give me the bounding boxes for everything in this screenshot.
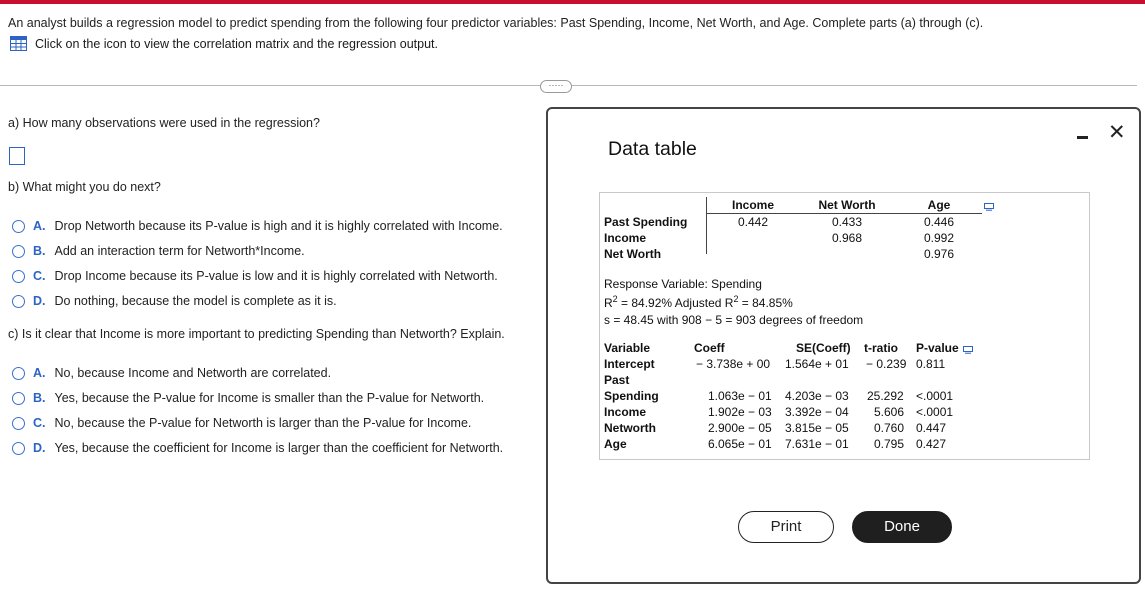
radio-button[interactable]	[12, 270, 25, 283]
corr-value: 0.968	[831, 231, 863, 245]
corr-row-label: Net Worth	[604, 247, 662, 261]
dialog-title: Data table	[608, 138, 697, 160]
corr-value: 0.992	[923, 231, 955, 245]
matrix-horizontal-rule	[706, 213, 982, 214]
reg-pvalue: 0.811	[916, 357, 946, 371]
corr-row-label: Past Spending	[604, 215, 688, 229]
copy-icon[interactable]	[963, 346, 973, 354]
reg-se: 7.631e − 01	[785, 437, 849, 451]
option-letter: B.	[33, 244, 46, 258]
reg-header-pvalue: P-value	[916, 341, 959, 355]
reg-se: 3.815e − 05	[785, 421, 849, 435]
reg-variable: Intercept	[604, 357, 655, 371]
observations-answer-input[interactable]	[9, 147, 25, 165]
reg-header-coeff: Coeff	[694, 341, 725, 355]
option-letter: C.	[33, 416, 46, 430]
corr-value: 0.976	[923, 247, 955, 261]
reg-variable: Past	[604, 373, 630, 387]
option-letter: B.	[33, 391, 46, 405]
option-text: Drop Networth because its P-value is high and it is highly correlated with Income.	[54, 219, 503, 233]
option-letter: C.	[33, 269, 46, 283]
option-text: Add an interaction term for Networth*Income.	[54, 244, 305, 258]
reg-tratio: 5.606	[874, 405, 905, 419]
option-b-a[interactable]	[12, 219, 503, 233]
radio-button[interactable]	[12, 392, 25, 405]
top-accent-bar	[0, 0, 1145, 4]
reg-coeff: 6.065e − 01	[708, 437, 772, 451]
corr-value: 0.433	[831, 215, 863, 229]
radio-button[interactable]	[12, 417, 25, 430]
question-b: b) What might you do next?	[8, 180, 161, 194]
corr-value: 0.446	[923, 215, 955, 229]
reg-se: 1.564e + 01	[785, 357, 849, 371]
option-text: Do nothing, because the model is complete as it is.	[54, 294, 337, 308]
std-error-line: s = 48.45 with 908 − 5 = 903 degrees of freedom	[604, 313, 864, 327]
option-b-d[interactable]	[12, 294, 337, 308]
reg-header-tratio: t-ratio	[864, 341, 898, 355]
reg-se: 3.392e − 04	[785, 405, 849, 419]
regression-output-panel	[599, 192, 1090, 460]
reg-tratio: − 0.239	[866, 357, 907, 371]
reg-tratio: 0.795	[874, 437, 905, 451]
reg-coeff: 1.063e − 01	[708, 389, 772, 403]
corr-col-income: Income	[731, 198, 774, 212]
option-text: Yes, because the P-value for Income is smaller than the P-value for Networth.	[54, 391, 485, 405]
done-button[interactable]: Done	[852, 511, 952, 543]
option-b-c[interactable]	[12, 269, 498, 283]
option-text: Yes, because the coefficient for Income is larger than the coefficient for Networth.	[54, 441, 504, 455]
corr-row-label: Income	[604, 231, 647, 245]
radio-button[interactable]	[12, 295, 25, 308]
option-c-b[interactable]	[12, 391, 484, 405]
data-table-link[interactable]	[10, 36, 438, 51]
corr-col-networth: Net Worth	[818, 198, 876, 212]
close-icon[interactable]: ✕	[1108, 121, 1126, 144]
radio-button[interactable]	[12, 367, 25, 380]
reg-header-variable: Variable	[604, 341, 651, 355]
option-text: Drop Income because its P-value is low and it is highly correlated with Networth.	[54, 269, 498, 283]
table-grid-icon[interactable]	[10, 36, 27, 51]
reg-pvalue: 0.447	[916, 421, 947, 435]
reg-variable: Income	[604, 405, 647, 419]
option-b-b[interactable]	[12, 244, 305, 258]
reg-se: 4.203e − 03	[785, 389, 849, 403]
option-letter: D.	[33, 294, 46, 308]
corr-col-age: Age	[927, 198, 951, 212]
problem-intro: An analyst builds a regression model to predict spending from the following four predictor variables: Past Spending, Income, Net Worth, and Age. Complete parts (a) through (c).	[8, 16, 984, 30]
more-button[interactable]: ·····	[540, 80, 572, 93]
reg-pvalue: <.0001	[916, 405, 954, 419]
reg-coeff: − 3.738e + 00	[696, 357, 771, 371]
r-squared-line: $R^2 = 84.92\%$ Adjusted $R^2 = 84.85\%$	[604, 294, 793, 310]
option-letter: A.	[33, 366, 46, 380]
radio-button[interactable]	[12, 442, 25, 455]
option-c-d[interactable]	[12, 441, 503, 455]
data-table-dialog	[546, 107, 1141, 584]
reg-tratio: 0.760	[874, 421, 905, 435]
reg-coeff: 2.900e − 05	[708, 421, 772, 435]
reg-variable: Spending	[604, 389, 659, 403]
print-button[interactable]: Print	[738, 511, 834, 543]
response-variable: Response Variable: Spending	[604, 277, 762, 291]
copy-icon[interactable]	[984, 203, 994, 211]
question-c: c) Is it clear that Income is more important to predicting Spending than Networth? Explain.	[8, 327, 505, 341]
option-letter: A.	[33, 219, 46, 233]
reg-header-se: SE(Coeff)	[796, 341, 851, 355]
question-a: a) How many observations were used in the regression?	[8, 116, 320, 130]
matrix-vertical-rule	[706, 197, 707, 254]
reg-pvalue: <.0001	[916, 389, 954, 403]
data-table-link-text: Click on the icon to view the correlation matrix and the regression output.	[35, 36, 438, 51]
option-text: No, because the P-value for Networth is larger than the P-value for Income.	[54, 416, 472, 430]
reg-variable: Age	[604, 437, 627, 451]
option-letter: D.	[33, 441, 46, 455]
minimize-icon[interactable]	[1077, 136, 1088, 139]
radio-button[interactable]	[12, 220, 25, 233]
option-c-c[interactable]	[12, 416, 471, 430]
reg-variable: Networth	[604, 421, 656, 435]
reg-coeff: 1.902e − 03	[708, 405, 772, 419]
option-text: No, because Income and Networth are correlated.	[54, 366, 332, 380]
corr-value: 0.442	[737, 215, 769, 229]
option-c-a[interactable]	[12, 366, 331, 380]
reg-tratio: 25.292	[867, 389, 904, 403]
reg-pvalue: 0.427	[916, 437, 947, 451]
radio-button[interactable]	[12, 245, 25, 258]
